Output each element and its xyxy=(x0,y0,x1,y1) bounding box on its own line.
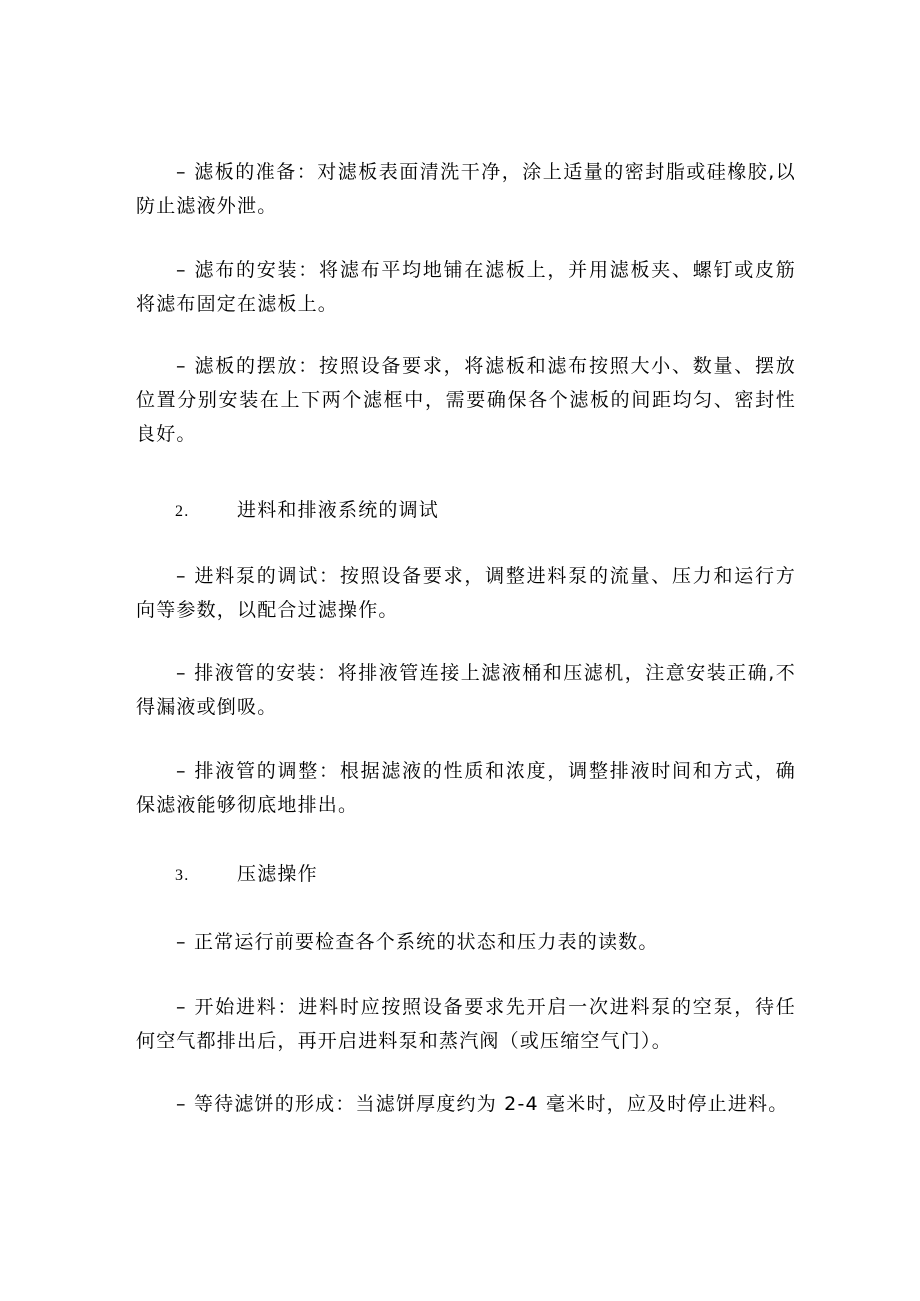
paragraph-drain-pipe-installation: – 排液管的安装：将排液管连接上滤液桶和压滤机，注意安装正确,不得漏液或倒吸。 xyxy=(136,662,796,718)
paragraph-filter-plate-preparation: – 滤板的准备：对滤板表面清洗干净，涂上适量的密封脂或硅橡胶,以防止滤液外泄。 xyxy=(136,161,796,217)
paragraph-drain-pipe-adjustment: – 排液管的调整：根据滤液的性质和浓度，调整排液时间和方式，确保滤液能够彻底地排出。 xyxy=(136,760,796,816)
paragraph-filter-cloth-installation: – 滤布的安装：将滤布平均地铺在滤板上，并用滤板夹、螺钉或皮筋将滤布固定在滤板上。 xyxy=(136,259,796,315)
section-title: 压滤操作 xyxy=(237,863,318,885)
section-heading-2 xyxy=(175,493,439,529)
paragraph-pre-run-check: – 正常运行前要检查各个系统的状态和压力表的读数。 xyxy=(176,931,659,953)
paragraph-filter-plate-placement: – 滤板的摆放：按照设备要求，将滤板和滤布按照大小、数量、摆放位置分别安装在上下两个滤框中，需要确保各个滤板的间距均匀、密封性良好。 xyxy=(136,355,796,445)
paragraph-feed-pump-debugging: – 进料泵的调试：按照设备要求，调整进料泵的流量、压力和运行方向等参数，以配合过滤操作。 xyxy=(136,565,796,621)
section-number: 3. xyxy=(175,867,190,884)
section-number: 2. xyxy=(175,503,190,520)
section-heading-3 xyxy=(175,857,318,893)
paragraph-start-feeding: – 开始进料：进料时应按照设备要求先开启一次进料泵的空泵，待任何空气都排出后，再开启进料泵和蒸汽阀（或压缩空气门）。 xyxy=(136,996,796,1052)
paragraph-filter-cake-formation: – 等待滤饼的形成：当滤饼厚度约为 2-4 毫米时，应及时停止进料。 xyxy=(176,1093,789,1115)
section-title: 进料和排液系统的调试 xyxy=(237,499,440,521)
